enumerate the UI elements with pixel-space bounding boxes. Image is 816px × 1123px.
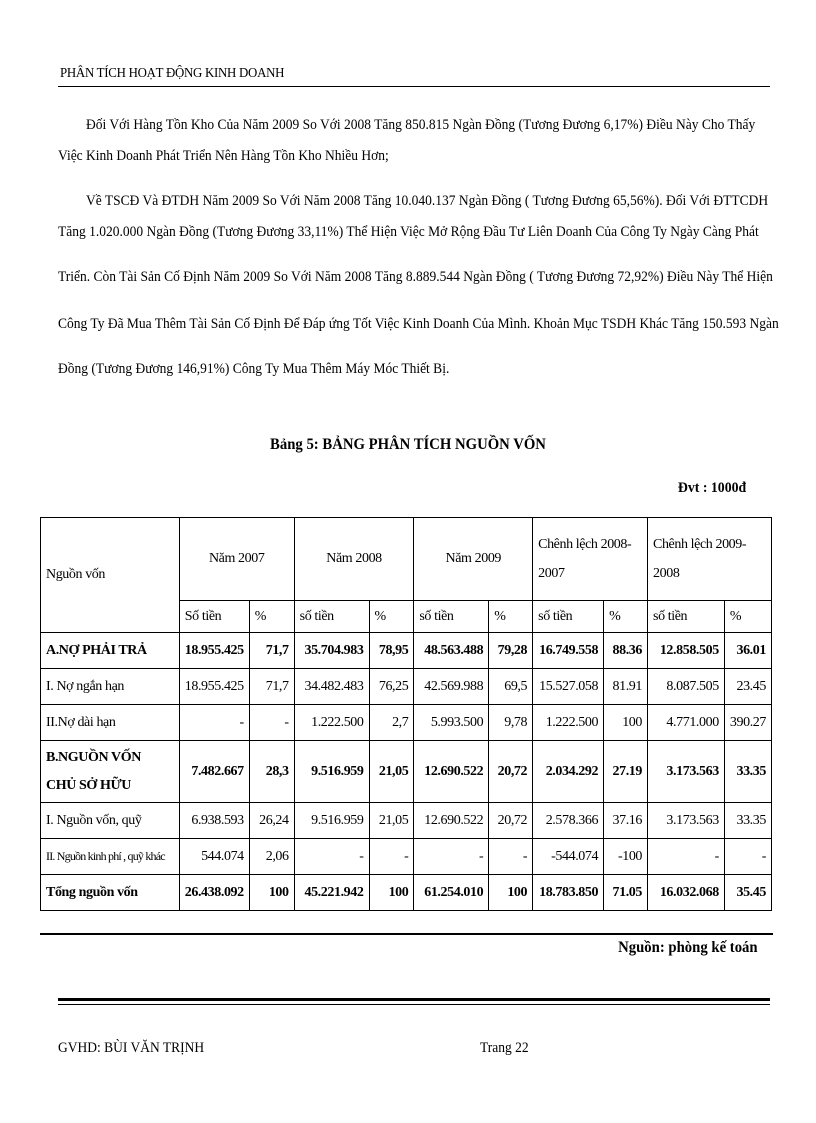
table-cell: 71,7 <box>249 669 294 705</box>
table-cell: 27.19 <box>604 741 648 803</box>
table-cell: 16.749.558 <box>533 633 604 669</box>
table-cell: 2.034.292 <box>533 741 604 803</box>
table-cell: 21,05 <box>369 741 414 803</box>
table-cell: 100 <box>249 875 294 911</box>
subheader-cell: Số tiền <box>179 601 249 633</box>
table-cell: 34.482.483 <box>294 669 369 705</box>
table-cell: 6.938.593 <box>179 803 249 839</box>
row-label: I. Nợ ngắn hạn <box>41 669 180 705</box>
table-row <box>41 875 772 911</box>
table-cell: 36.01 <box>724 633 771 669</box>
table-cell: -100 <box>604 839 648 875</box>
table-row <box>41 803 772 839</box>
table-cell: 1.222.500 <box>294 705 369 741</box>
table-cell: - <box>489 839 533 875</box>
header-nam-2008: Năm 2008 <box>294 518 414 601</box>
table-cell: - <box>414 839 489 875</box>
paragraph-line-1: Đối Với Hàng Tồn Kho Của Năm 2009 So Với 2008 Tăng 850.815 Ngàn Đồng (Tương Đương 6,17%) Điều Này Cho Thấy <box>86 117 756 133</box>
table-cell: 18.955.425 <box>179 633 249 669</box>
table-cell: 8.087.505 <box>648 669 725 705</box>
table-cell: 71,7 <box>249 633 294 669</box>
row-label: A.NỢ PHẢI TRẢ <box>41 633 180 669</box>
table-cell: 5.993.500 <box>414 705 489 741</box>
table-cell: 88.36 <box>604 633 648 669</box>
table-cell: 20,72 <box>489 741 533 803</box>
table-cell: 33.35 <box>724 803 771 839</box>
header-nam-2007: Năm 2007 <box>179 518 294 601</box>
table-row <box>41 741 772 803</box>
table-cell: 15.527.058 <box>533 669 604 705</box>
table-cell: 3.173.563 <box>648 741 725 803</box>
row-label: Tổng nguồn vốn <box>41 875 180 911</box>
table-cell: 45.221.942 <box>294 875 369 911</box>
table-cell: - <box>369 839 414 875</box>
table-cell: 16.032.068 <box>648 875 725 911</box>
table-cell: 4.771.000 <box>648 705 725 741</box>
table-cell: 61.254.010 <box>414 875 489 911</box>
paragraph-line-3: Về TSCĐ Và ĐTDH Năm 2009 So Với Năm 2008 Tăng 10.040.137 Ngàn Đồng ( Tương Đương 65,56%). Đối Với ĐTTCDH <box>86 193 769 209</box>
table-cell: 37.16 <box>604 803 648 839</box>
table-cell: 81.91 <box>604 669 648 705</box>
table-cell: 544.074 <box>179 839 249 875</box>
table-cell: 28,3 <box>249 741 294 803</box>
table-cell: 1.222.500 <box>533 705 604 741</box>
table-cell: - <box>179 705 249 741</box>
table-cell: 33.35 <box>724 741 771 803</box>
table-cell: 20,72 <box>489 803 533 839</box>
footer-advisor: GVHD: BÙI VĂN TRỊNH <box>58 1040 205 1056</box>
footer-divider-thin <box>58 1004 770 1005</box>
subheader-cell: số tiền <box>648 601 725 633</box>
table-cell: 2.578.366 <box>533 803 604 839</box>
paragraph-line-5: Triển. Còn Tài Sản Cố Định Năm 2009 So Với Năm 2008 Tăng 8.889.544 Ngàn Đồng ( Tương Đương 72,92%) Điều Này Thể Hiện <box>58 269 773 285</box>
table-cell: 9.516.959 <box>294 741 369 803</box>
table-row <box>41 705 772 741</box>
table-cell: 390.27 <box>724 705 771 741</box>
subheader-cell: % <box>724 601 771 633</box>
footer-divider-thick <box>58 998 770 1001</box>
table-row <box>41 633 772 669</box>
table-cell: 3.173.563 <box>648 803 725 839</box>
subheader-cell: % <box>249 601 294 633</box>
row-label: I. Nguồn vốn, quỹ <box>41 803 180 839</box>
table-cell: 78,95 <box>369 633 414 669</box>
header-nam-2009: Năm 2009 <box>414 518 533 601</box>
table-cell: 2,7 <box>369 705 414 741</box>
table-cell: 2,06 <box>249 839 294 875</box>
table-cell: 100 <box>489 875 533 911</box>
table-cell: 26,24 <box>249 803 294 839</box>
table-source-note: Nguồn: phòng kế toán <box>618 939 758 956</box>
paragraph-line-6: Công Ty Đã Mua Thêm Tài Sản Cố Định Để Đáp ứng Tốt Việc Kinh Doanh Của Mình. Khoản Mục TSDH Khác Tăng 150.593 Ngàn <box>58 316 779 332</box>
capital-analysis-table <box>40 517 772 911</box>
header-nguon-von: Nguồn vốn <box>41 518 180 633</box>
table-cell: 69,5 <box>489 669 533 705</box>
subheader-cell: số tiền <box>414 601 489 633</box>
table-cell: 76,25 <box>369 669 414 705</box>
table-cell: 7.482.667 <box>179 741 249 803</box>
footer-page-number: Trang 22 <box>480 1040 529 1056</box>
table-cell: 42.569.988 <box>414 669 489 705</box>
table-cell: 48.563.488 <box>414 633 489 669</box>
table-bottom-border <box>40 933 773 935</box>
table-cell: - <box>648 839 725 875</box>
table-cell: 12.690.522 <box>414 803 489 839</box>
header-chenh-lech-2009-2008: Chênh lệch 2009-2008 <box>648 518 772 601</box>
table-row <box>41 839 772 875</box>
header-divider <box>58 86 770 87</box>
table-cell: 79,28 <box>489 633 533 669</box>
paragraph-line-4: Tăng 1.020.000 Ngàn Đồng (Tương Đương 33,11%) Thể Hiện Việc Mở Rộng Đầu Tư Liên Doanh Của Công Ty Ngày Càng Phát <box>58 224 759 240</box>
table-cell: 12.858.505 <box>648 633 725 669</box>
table-title: Bảng 5: BẢNG PHÂN TÍCH NGUỒN VỐN <box>270 436 546 453</box>
table-cell: 26.438.092 <box>179 875 249 911</box>
table-cell: 23.45 <box>724 669 771 705</box>
paragraph-line-7: Đồng (Tương Đương 146,91%) Công Ty Mua Thêm Máy Móc Thiết Bị. <box>58 361 450 377</box>
row-label: II.Nợ dài hạn <box>41 705 180 741</box>
table-cell: 100 <box>369 875 414 911</box>
table-cell: - <box>724 839 771 875</box>
table-cell: 12.690.522 <box>414 741 489 803</box>
header-chenh-lech-2008-2007: Chênh lệch 2008-2007 <box>533 518 648 601</box>
table-cell: 35.45 <box>724 875 771 911</box>
table-cell: - <box>294 839 369 875</box>
table-row <box>41 669 772 705</box>
table-cell: 9.516.959 <box>294 803 369 839</box>
paragraph-line-2: Việc Kinh Doanh Phát Triển Nên Hàng Tồn Kho Nhiều Hơn; <box>58 148 389 164</box>
subheader-cell: số tiền <box>294 601 369 633</box>
table-cell: 71.05 <box>604 875 648 911</box>
page-header-title: PHÂN TÍCH HOẠT ĐỘNG KINH DOANH <box>60 66 285 81</box>
subheader-cell: số tiền <box>533 601 604 633</box>
table-cell: - <box>249 705 294 741</box>
subheader-cell: % <box>489 601 533 633</box>
subheader-cell: % <box>604 601 648 633</box>
table-cell: 35.704.983 <box>294 633 369 669</box>
table-header-row <box>41 518 772 601</box>
row-label: II. Nguồn kinh phí , quỹ khác <box>41 839 180 875</box>
table-cell: 18.955.425 <box>179 669 249 705</box>
table-cell: 21,05 <box>369 803 414 839</box>
row-label: B.NGUỒN VỐN CHỦ SỞ HỮU <box>41 741 180 803</box>
table-cell: 100 <box>604 705 648 741</box>
table-cell: 9,78 <box>489 705 533 741</box>
subheader-cell: % <box>369 601 414 633</box>
table-unit: Đvt : 1000đ <box>677 480 746 496</box>
table-cell: 18.783.850 <box>533 875 604 911</box>
table-cell: -544.074 <box>533 839 604 875</box>
